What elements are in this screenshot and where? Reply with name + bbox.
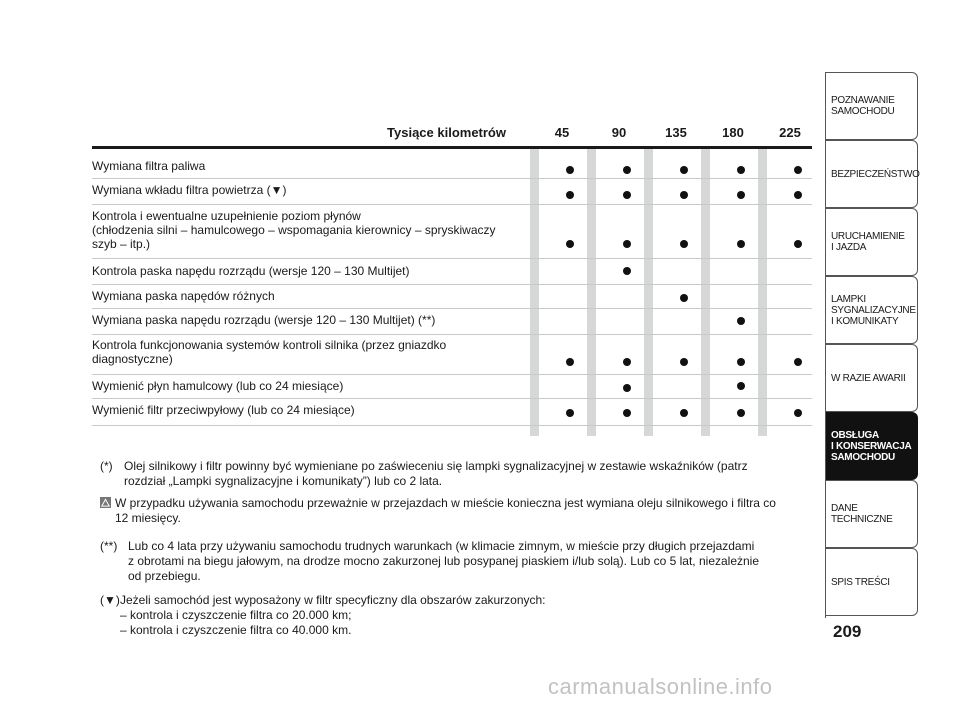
tab-label: W RAZIE AWARII bbox=[831, 372, 906, 384]
tab-chapter-2[interactable] bbox=[826, 140, 918, 208]
table-row bbox=[92, 398, 812, 426]
km-header-90: 90 bbox=[611, 125, 627, 140]
tab-chapter-4[interactable] bbox=[826, 276, 918, 344]
service-dot-180 bbox=[737, 240, 745, 248]
service-dot-135 bbox=[680, 409, 688, 417]
service-dot-45 bbox=[566, 191, 574, 199]
service-dot-180 bbox=[737, 358, 745, 366]
service-dot-135 bbox=[680, 240, 688, 248]
km-header-225: 225 bbox=[779, 125, 801, 140]
tab-label: BEZPIECZEŃSTWO bbox=[831, 168, 920, 180]
task-label: Wymienić płyn hamulcowy (lub co 24 miesiące) bbox=[92, 379, 344, 393]
task-label: Wymiana filtra paliwa bbox=[92, 159, 206, 173]
service-dot-90 bbox=[623, 358, 631, 366]
service-dot-90 bbox=[623, 267, 631, 275]
note-dust-filter-text: Jeżeli samochód jest wyposażony w filtr specyficzny dla obszarów zakurzonych: – kontrola i czyszczenie filtra co 20.000 km; – kontrola i czyszczenie filtra co 40.000 km. bbox=[120, 593, 546, 637]
km-header-135: 135 bbox=[665, 125, 687, 140]
table-row bbox=[92, 258, 812, 285]
tab-chapter-6[interactable] bbox=[826, 412, 918, 480]
note-timing-belt-mark: (**) bbox=[100, 539, 118, 553]
km-header-180: 180 bbox=[722, 125, 744, 140]
service-dot-225 bbox=[794, 191, 802, 199]
tab-label: LAMPKI SYGNALIZACYJNE I KOMUNIKATY bbox=[831, 293, 916, 327]
task-label: Wymiana paska napędów różnych bbox=[92, 289, 275, 303]
service-dot-180 bbox=[737, 191, 745, 199]
service-dot-180 bbox=[737, 409, 745, 417]
table-row bbox=[92, 178, 812, 205]
service-dot-90 bbox=[623, 166, 631, 174]
tab-label: DANE TECHNICZNE bbox=[831, 503, 893, 525]
service-dot-225 bbox=[794, 240, 802, 248]
table-row bbox=[92, 374, 812, 399]
table-row bbox=[92, 308, 812, 335]
table-header-title: Tysiące kilometrów bbox=[387, 125, 506, 140]
service-dot-45 bbox=[566, 409, 574, 417]
note-warning-text: W przypadku używania samochodu przeważnie w przejazdach w mieście konieczna jest wymiana oleju silnikowego i filtra co 12 miesięcy. bbox=[115, 496, 776, 525]
service-dot-45 bbox=[566, 166, 574, 174]
tab-chapter-8[interactable] bbox=[826, 548, 918, 616]
service-dot-45 bbox=[566, 358, 574, 366]
note-timing-belt bbox=[100, 539, 810, 587]
service-dot-90 bbox=[623, 240, 631, 248]
km-header-45: 45 bbox=[554, 125, 570, 140]
service-dot-90 bbox=[623, 191, 631, 199]
page-number: 209 bbox=[833, 622, 862, 641]
service-dot-180 bbox=[737, 317, 745, 325]
note-dust-filter bbox=[100, 593, 810, 641]
tab-label: POZNAWANIE SAMOCHODU bbox=[831, 95, 895, 117]
service-dot-225 bbox=[794, 409, 802, 417]
note-oil bbox=[100, 459, 810, 491]
service-dot-225 bbox=[794, 166, 802, 174]
note-oil-text: Olej silnikowy i filtr powinny być wymieniane po zaświeceniu się lampki sygnalizacyjnej w zestawie wskaźników (patrz rozdział „Lampki sygnalizacyjne i komunikaty”) lub co 2 lata. bbox=[124, 459, 748, 488]
table-row bbox=[92, 204, 812, 259]
tab-chapter-1[interactable] bbox=[826, 72, 918, 140]
service-dot-180 bbox=[737, 166, 745, 174]
note-oil-mark: (*) bbox=[100, 459, 113, 473]
table-row bbox=[92, 284, 812, 309]
tab-label: URUCHAMIENIE I JAZDA bbox=[831, 231, 905, 253]
service-dot-45 bbox=[566, 240, 574, 248]
service-dot-90 bbox=[623, 409, 631, 417]
tab-chapter-7[interactable] bbox=[826, 480, 918, 548]
service-dot-135 bbox=[680, 358, 688, 366]
task-label: Kontrola paska napędu rozrządu (wersje 120 – 130 Multijet) bbox=[92, 264, 410, 278]
table-header bbox=[92, 122, 812, 146]
note-timing-belt-text: Lub co 4 lata przy używaniu samochodu trudnych warunkach (w klimacie zimnym, w mieście przy długich przejazdami z obrotami na biegu jałowym, na drodze mocno zakurzonej lub posypanej piaskiem i/lub solą). Lub co 5 lat, niezależnie od przebiegu. bbox=[128, 539, 760, 583]
service-dot-225 bbox=[794, 358, 802, 366]
task-label: Wymiana wkładu filtra powietrza (▼) bbox=[92, 183, 287, 197]
note-dust-filter-mark: (▼) bbox=[100, 593, 120, 607]
tab-label: OBSŁUGA I KONSERWACJA SAMOCHODU bbox=[831, 429, 912, 463]
task-label: Wymienić filtr przeciwpyłowy (lub co 24 miesiące) bbox=[92, 403, 355, 417]
task-label: Kontrola i ewentualne uzupełnienie poziom płynów (chłodzenia silni – hamulcowego – wspomagania kierownicy – spryskiwaczy szyb – itp.) bbox=[92, 209, 496, 251]
note-warning bbox=[100, 496, 812, 528]
watermark: carmanualsonline.info bbox=[548, 674, 773, 699]
service-dot-180 bbox=[737, 382, 745, 390]
tab-chapter-3[interactable] bbox=[826, 208, 918, 276]
table-row bbox=[92, 334, 812, 375]
tab-chapter-5[interactable] bbox=[826, 344, 918, 412]
tab-label: SPIS TREŚCI bbox=[831, 576, 890, 588]
service-dot-135 bbox=[680, 166, 688, 174]
table-row bbox=[92, 154, 812, 179]
service-dot-90 bbox=[623, 384, 631, 392]
service-dot-135 bbox=[680, 191, 688, 199]
task-label: Kontrola funkcjonowania systemów kontroli silnika (przez gniazdko diagnostyczne) bbox=[92, 338, 447, 366]
service-dot-135 bbox=[680, 294, 688, 302]
task-label: Wymiana paska napędu rozrządu (wersje 120 – 130 Multijet) (**) bbox=[92, 313, 436, 327]
